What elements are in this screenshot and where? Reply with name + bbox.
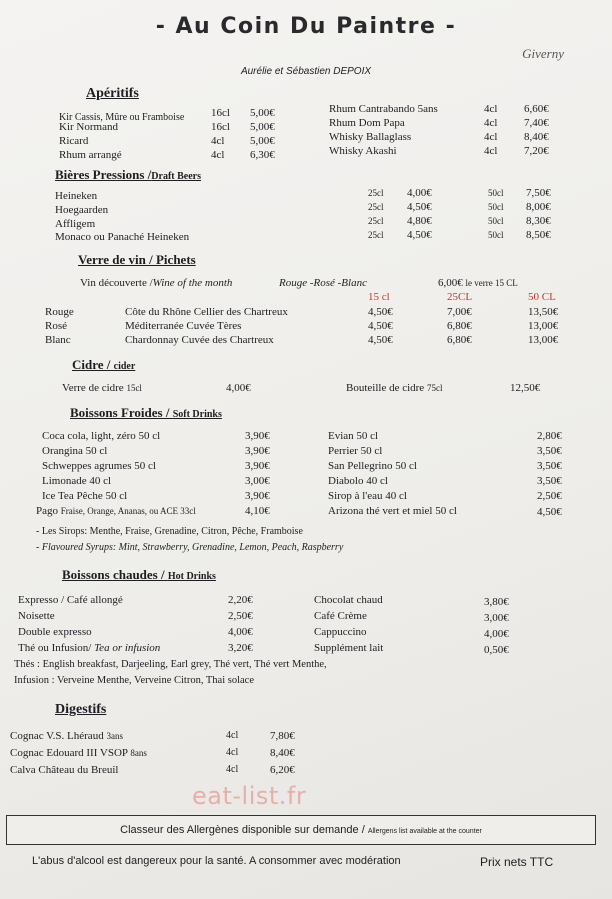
- section-soft-fr: Boissons Froides /: [70, 405, 170, 420]
- item-price: 3,80€: [484, 596, 509, 608]
- item-volume: 16cl: [211, 107, 230, 119]
- item-price: 0,50€: [484, 644, 509, 656]
- item-price: 3,00€: [484, 612, 509, 624]
- item-price: 4,00€: [484, 628, 509, 640]
- item-price: 8,30€: [526, 215, 551, 227]
- item-price: 2,50€: [228, 610, 253, 622]
- section-hot-fr: Boissons chaudes /: [62, 567, 165, 582]
- item-price: 3,00€: [245, 475, 270, 487]
- infusions-list: Infusion : Verveine Menthe, Verveine Citron, Thai solace: [14, 675, 254, 686]
- item-name: Monaco ou Panaché Heineken: [55, 231, 190, 243]
- owners-line: Aurélie et Sébastien DEPOIX: [240, 66, 372, 77]
- cider-glass-price: 4,00€: [226, 382, 251, 394]
- cider-glass-name: Verre de cidre: [62, 382, 124, 394]
- glass-price-note: le verre 15 CL: [465, 278, 518, 288]
- wine-price-25: 6,80€: [447, 334, 472, 346]
- item-price: 3,90€: [245, 430, 270, 442]
- item-name: Orangina 50 cl: [42, 445, 108, 457]
- item-volume: 4cl: [484, 103, 498, 115]
- item-price: 8,40€: [270, 747, 295, 759]
- item-price: 4,80€: [407, 215, 432, 227]
- section-soft-en: Soft Drinks: [172, 409, 222, 420]
- wine-color: Rosé: [45, 320, 67, 332]
- item-name: Rhum arrangé: [59, 149, 122, 161]
- item-volume: 50cl: [488, 202, 504, 212]
- item-price: 4,50€: [407, 201, 432, 213]
- item-price: 7,50€: [526, 187, 551, 199]
- wine-colors: Rouge -Rosé -Blanc: [279, 277, 367, 289]
- item-infusion: [18, 642, 160, 654]
- section-beers-fr: Bières Pressions /: [55, 167, 152, 182]
- item-price: 6,60€: [524, 103, 549, 115]
- digestif-item: [10, 730, 123, 742]
- cider-glass-volume: 15cl: [126, 383, 142, 393]
- item-price: 3,20€: [228, 642, 253, 654]
- item-name: Ice Tea Pêche 50 cl: [42, 490, 128, 502]
- cider-glass: [62, 382, 142, 394]
- item-volume: 4cl: [484, 117, 498, 129]
- item-name: Limonade 40 cl: [42, 475, 112, 487]
- item-name: Evian 50 cl: [328, 430, 379, 442]
- item-name: Cognac Edouard III VSOP: [10, 747, 128, 759]
- wine-name: Méditerranée Cuvée Tères: [125, 320, 242, 332]
- item-price: 2,50€: [537, 490, 562, 502]
- item-detail: Fraise, Orange, Ananas, ou ACE 33cl: [60, 506, 196, 516]
- syrups-fr: - Les Sirops: Menthe, Fraise, Grenadine, Citron, Pêche, Framboise: [36, 526, 303, 537]
- digestif-item: [10, 747, 147, 759]
- section-hot-en: Hot Drinks: [167, 571, 216, 582]
- item-name: Affligem: [55, 218, 96, 230]
- wine-header-25cl: 25CL: [447, 291, 473, 303]
- section-hot-drinks-title: [62, 567, 216, 583]
- wine-header-15cl: 15 cl: [368, 291, 390, 303]
- section-soft-drinks-title: [70, 405, 222, 421]
- item-price: 3,50€: [537, 445, 562, 457]
- section-digestifs-title: Digestifs: [55, 702, 107, 717]
- item-name: Whisky Akashi: [329, 145, 397, 157]
- allergens-notice: [7, 824, 595, 836]
- wine-of-month: [80, 277, 232, 289]
- item-volume: 4cl: [211, 149, 225, 161]
- item-price: 4,50€: [537, 506, 562, 518]
- item-price: 5,00€: [250, 121, 275, 133]
- item-name: Supplément lait: [314, 642, 384, 654]
- wine-of-month-en: Wine of the month: [152, 277, 233, 289]
- item-name: Ricard: [59, 135, 89, 147]
- item-name: Thé ou Infusion/: [18, 642, 92, 654]
- item-price: 3,90€: [245, 445, 270, 457]
- item-volume: 25cl: [368, 188, 384, 198]
- item-volume: 50cl: [488, 230, 504, 240]
- item-name: Noisette: [18, 610, 55, 622]
- allergens-box: [6, 815, 596, 845]
- item-price: 7,80€: [270, 730, 295, 742]
- wine-price-50: 13,50€: [528, 306, 559, 318]
- section-wine-title: Verre de vin / Pichets: [78, 252, 196, 267]
- item-name: Cappuccino: [314, 626, 367, 638]
- wine-color: Blanc: [45, 334, 71, 346]
- item-price: 8,50€: [526, 229, 551, 241]
- item-name: Cognac V.S. Lhéraud: [10, 730, 104, 742]
- alcohol-warning: L'abus d'alcool est dangereux pour la santé. A consommer avec modération: [32, 855, 401, 867]
- item-name: Rhum Dom Papa: [329, 117, 405, 129]
- item-name: Pago: [36, 505, 58, 517]
- section-aperitifs-title: Apéritifs: [86, 86, 139, 101]
- item-pago: [36, 505, 196, 517]
- section-beers-title: [55, 167, 201, 183]
- item-name: Diabolo 40 cl: [328, 475, 388, 487]
- section-cider-fr: Cidre /: [72, 357, 111, 372]
- item-volume: 4cl: [211, 135, 225, 147]
- cider-bottle: [346, 382, 442, 394]
- item-price: 4,10€: [245, 505, 270, 517]
- item-price: 6,30€: [250, 149, 275, 161]
- wine-color: Rouge: [45, 306, 74, 318]
- place-name: Giverny: [522, 46, 564, 61]
- section-cider-en: cider: [113, 361, 136, 372]
- item-volume: 4cl: [226, 764, 239, 775]
- item-volume: 4cl: [484, 131, 498, 143]
- item-name: Heineken: [55, 190, 98, 202]
- digestif-item: [10, 764, 118, 776]
- wine-price-15: 4,50€: [368, 320, 393, 332]
- restaurant-title: - Au Coin Du Paintre -: [155, 14, 457, 39]
- item-volume: 50cl: [488, 216, 504, 226]
- cider-bottle-name: Bouteille de cidre: [346, 382, 425, 394]
- item-price: 6,20€: [270, 764, 295, 776]
- item-volume: 50cl: [488, 188, 504, 198]
- wine-price-25: 7,00€: [447, 306, 472, 318]
- item-price: 4,50€: [407, 229, 432, 241]
- item-name-en: Tea or infusion: [94, 642, 161, 654]
- item-volume: 25cl: [368, 202, 384, 212]
- item-name: Perrier 50 cl: [328, 445, 383, 457]
- wine-name: Côte du Rhône Cellier des Chartreux: [125, 306, 288, 318]
- cider-bottle-volume: 75cl: [426, 383, 443, 393]
- item-volume: 16cl: [211, 121, 230, 133]
- item-detail: 3ans: [106, 731, 123, 741]
- item-detail: 8ans: [130, 748, 147, 758]
- item-price: 4,00€: [228, 626, 253, 638]
- item-price: 8,40€: [524, 131, 549, 143]
- item-price: 7,40€: [524, 117, 549, 129]
- wine-price-50: 13,00€: [528, 320, 559, 332]
- section-beers-en: Draft Beers: [151, 171, 201, 182]
- allergens-fr: Classeur des Allergènes disponible sur demande /: [120, 824, 365, 836]
- item-name: Arizona thé vert et miel 50 cl: [328, 505, 457, 517]
- item-price: 3,50€: [537, 460, 562, 472]
- item-name: Café Crème: [314, 610, 367, 622]
- item-price: 7,20€: [524, 145, 549, 157]
- wine-of-month-fr: Vin découverte /: [80, 277, 153, 289]
- item-name: Schweppes agrumes 50 cl: [42, 460, 156, 472]
- item-name: Expresso / Café allongé: [18, 594, 123, 606]
- watermark: eat-list.fr: [192, 782, 307, 810]
- wine-header-50cl: 50 CL: [528, 291, 556, 303]
- item-price: 3,50€: [537, 475, 562, 487]
- glass-price: [438, 277, 518, 289]
- wine-price-25: 6,80€: [447, 320, 472, 332]
- item-name: Double expresso: [18, 626, 92, 638]
- item-name: San Pellegrino 50 cl: [328, 460, 417, 472]
- syrups-en: - Flavoured Syrups: Mint, Strawberry, Grenadine, Lemon, Peach, Raspberry: [36, 542, 344, 553]
- teas-list: Thés : English breakfast, Darjeeling, Earl grey, Thé vert, Thé vert Menthe,: [14, 659, 327, 670]
- wine-name: Chardonnay Cuvée des Chartreux: [125, 334, 274, 346]
- item-price: 3,90€: [245, 490, 270, 502]
- item-name: Calva Château du Breuil: [10, 764, 119, 776]
- wine-price-15: 4,50€: [368, 306, 393, 318]
- item-name: Sirop à l'eau 40 cl: [328, 490, 407, 502]
- item-volume: 25cl: [368, 216, 384, 226]
- prices-ttc: Prix nets TTC: [480, 855, 554, 869]
- item-price: 3,90€: [245, 460, 270, 472]
- item-volume: 25cl: [368, 230, 384, 240]
- item-volume: 4cl: [226, 730, 239, 741]
- item-price: 2,20€: [228, 594, 253, 606]
- item-name: Kir Cassis, Mûre ou Framboise: [59, 112, 185, 123]
- item-price: 2,80€: [537, 430, 562, 442]
- allergens-en: Allergens list available at the counter: [367, 828, 482, 835]
- wine-price-50: 13,00€: [528, 334, 559, 346]
- item-price: 4,00€: [407, 187, 432, 199]
- item-name: Chocolat chaud: [314, 594, 383, 606]
- item-name: Coca cola, light, zéro 50 cl: [42, 430, 161, 442]
- item-name: Rhum Cantrabando 5ans: [329, 103, 438, 115]
- item-price: 8,00€: [526, 201, 551, 213]
- item-volume: 4cl: [484, 145, 498, 157]
- item-price: 5,00€: [250, 107, 275, 119]
- item-volume: 4cl: [226, 747, 239, 758]
- wine-price-15: 4,50€: [368, 334, 393, 346]
- item-name: Hoegaarden: [55, 204, 109, 216]
- item-name: Whisky Ballaglass: [329, 131, 412, 143]
- cider-bottle-price: 12,50€: [510, 382, 541, 394]
- glass-price-value: 6,00€: [438, 277, 463, 289]
- item-price: 5,00€: [250, 135, 275, 147]
- item-name: Kir Normand: [59, 121, 118, 133]
- section-cider-title: [72, 357, 135, 373]
